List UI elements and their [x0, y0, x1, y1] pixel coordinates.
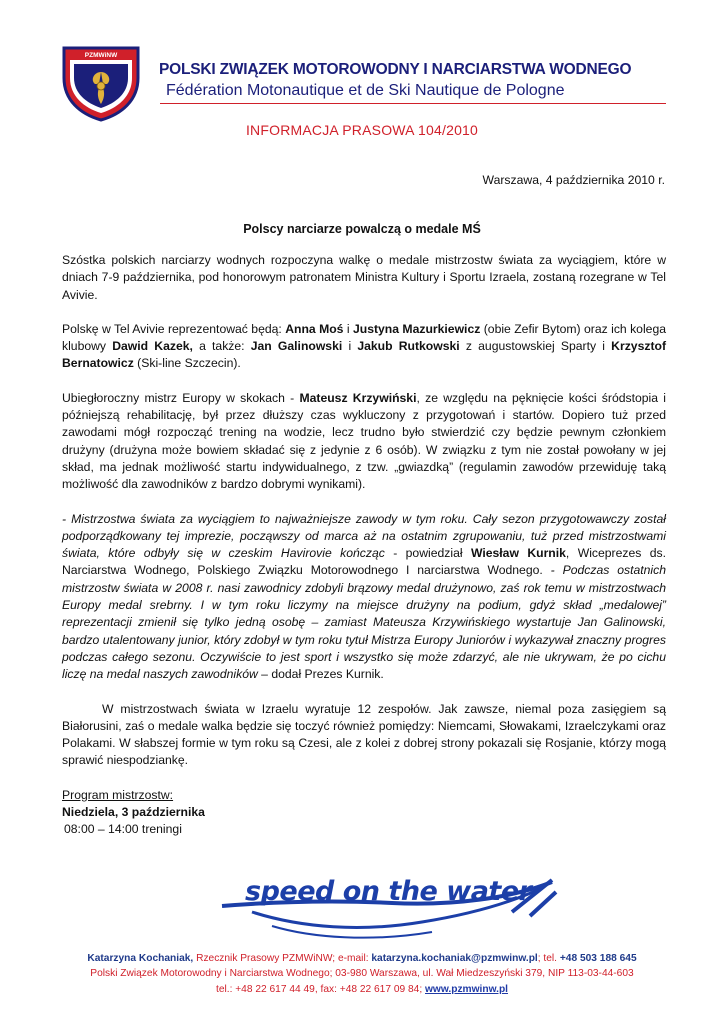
email-link[interactable]: katarzyna.kochaniak@pzmwinw.pl	[371, 953, 538, 964]
athlete-name: Justyna Mazurkiewicz	[352, 321, 481, 336]
program-day: Niedziela, 3 października	[62, 805, 205, 820]
program-item: 08:00 – 14:00 treningi	[64, 822, 182, 837]
athlete-name: Mateusz Krzywiński	[299, 390, 417, 405]
date-line: Warszawa, 4 października 2010 r.	[482, 173, 665, 187]
website-link[interactable]: www.pzmwinw.pl	[425, 983, 509, 995]
article-body	[62, 252, 666, 839]
spokesperson-name: Katarzyna Kochaniak,	[87, 953, 194, 964]
athlete-name: Dawid Kazek,	[112, 339, 193, 354]
phone-number: +48 503 188 645	[559, 953, 637, 964]
athlete-name: Jakub Rutkowski	[357, 339, 460, 354]
athlete-name: Anna Moś	[285, 321, 344, 336]
program-title: Program mistrzostw:	[62, 787, 174, 802]
athlete-name: Jan Galinowski	[250, 339, 343, 354]
paragraph-2: Polskę w Tel Avivie reprezentować będą: Anna Moś i Justyna Mazurkiewicz (obie Zefir Bytom) oraz ich kolega klubowy Dawid Kazek, a także: Jan Galinowski i Jakub Rutkowski z augustowskiej Sparty i Krzysztof Bernatowicz (Ski-line Szczecin).	[62, 321, 667, 371]
paragraph-5: W mistrzostwach świata w Izraelu wyratuje 12 zespołów. Jak zawsze, niemal poza zasięgiem są Białorusini, zaś o medale walka będzie się toczyć również pomiędzy: Niemcami, Słowakami, Izraelczykami oraz Polakami. W słabszej formie w tym roku są Czesi, ale z kolei z dobrej strony pokazali się Rosjanie, którzy mogą sprawić niespodziankę.	[62, 701, 666, 768]
speed-on-the-water-banner	[212, 872, 558, 944]
banner-slogan: speed on the water	[245, 876, 532, 907]
org-name-fr: Fédération Motonautique et de Ski Nautique de Pologne	[166, 82, 565, 99]
footer-address: Polski Związek Motorowodny i Narciarstwa Wodnego; 03-980 Warszawa, ul. Wał Miedzeszyński 379, NIP 113-03-44-603	[90, 968, 634, 980]
article-headline: Polscy narciarze powalczą o medale MŚ	[243, 222, 481, 236]
quote-part: - Podczas ostatnich mistrzostw świata w 2008 r. nasi zawodnicy zdobyli brązowy medal drużynowo, zaś rok temu w mistrzostwach Europy medal srebrny. I w tym roku liczymy na miejsce drużyny na podium, gdyż skład „medalowej” reprezentacji zmienił się tylko jedną osobę – zamiast Mateusza Krzywińskiego wystartuje Jan Galinowski, bardzo utalentowany junior, który zdobył w tym roku tytuł Mistrza Europy Juniorów i wykazywał znaczny progres podczas całego sezonu. Oczywiście to jest sport i wszystko się może zdarzyć, ale nie ukrywam, że po cichu liczę na medal naszych zawodników	[62, 563, 666, 682]
pzmwinw-logo	[60, 42, 142, 122]
paragraph-1: Szóstka polskich narciarzy wodnych rozpoczyna walkę o medale mistrzostw świata za wyciągiem, które w dniach 7-9 października, pod honorowym patronatem Ministra Kultury i Sportu Izraela, zostaną rozegrane w Tel Avivie.	[62, 253, 666, 302]
speaker-name: Wiesław Kurnik	[470, 546, 566, 561]
header-divider	[160, 103, 666, 104]
athlete-name: Krzysztof Bernatowicz	[62, 339, 667, 371]
paragraph-4-quote: - Mistrzostwa świata za wyciągiem to najważniejsze zawody w tym roku. Cały sezon przygotowawczy został podporządkowany tej imprezie, począwszy od marca aż na ostatnim zgrupowaniu, tuż przed mistrzostwami świata, które odbyły się w czeskim Havirovie kończąc - powiedział Wiesław Kurnik, Wiceprezes ds. Narciarstwa Wodnego, Polskiego Związku Motorowodnego I narciarstwa Wodnego. - Podczas ostatnich mistrzostw świata w 2008 r. nasi zawodnicy zdobyli brązowy medal drużynowo, zaś rok temu w mistrzostwach Europy medal srebrny. I w tym roku liczymy na miejsce drużyny na podium, gdyż skład „medalowej” reprezentacji zmienił się tylko jedną osobę – zamiast Mateusza Krzywińskiego wystartuje Jan Galinowski, bardzo utalentowany junior, który zdobył w tym roku tytuł Mistrza Europy Juniorów i wykazywał znaczny progres podczas całego sezonu. Oczywiście to jest sport i wszystko się może zdarzyć, ale nie ukrywam, że po cichu liczę na medal naszych zawodników – dodał Prezes Kurnik.	[62, 511, 666, 682]
logo-text: PZMWiNW	[84, 52, 118, 59]
org-name-pl: POLSKI ZWIĄZEK MOTOROWODNY I NARCIARSTWA WODNEGO	[159, 61, 632, 78]
program-section	[62, 787, 666, 839]
footer-line-3: tel.: +48 22 617 44 49, fax: +48 22 617 09 84; www.pzmwinw.pl	[215, 983, 509, 995]
footer-line-1: Katarzyna Kochaniak, Rzecznik Prasowy PZMWiNW; e-mail: katarzyna.kochaniak@pzmwinw.pl; tel. +48 503 188 645	[87, 953, 637, 964]
paragraph-3: Ubiegłoroczny mistrz Europy w skokach - Mateusz Krzywiński, ze względu na pęknięcie kości śródstopia i późniejszą rehabilitację, był przez dłuższy czas wykluczony z przygotowań i startów. Dopiero tuż przed zawodami mógł rozpocząć trening na wodzie, lecz trudno było stwierdzić czy będzie pewnym członkiem drużyny (drużyna może bowiem składać się z jedynie z 6 osób). W związku z tym nie został powołany w jej skład, ma jednak możliwość startu indywidualnego, z tzw. „gwiazdką” (regulamin zawodów przewiduję taką możliwość dla zawodników z bardzo dobrymi wynikami).	[62, 390, 667, 492]
press-release-number: INFORMACJA PRASOWA 104/2010	[245, 122, 479, 138]
quote-part: - Mistrzostwa świata za wyciągiem to najważniejsze zawody w tym roku. Cały sezon przygotowawczy został podporządkowany tej imprezie, począwszy od marca aż na ostatnim zgrupowaniu, tuż przed mistrzostwami świata, które odbyły się w czeskim Havirovie kończąc	[62, 511, 666, 561]
footer	[20, 951, 704, 997]
